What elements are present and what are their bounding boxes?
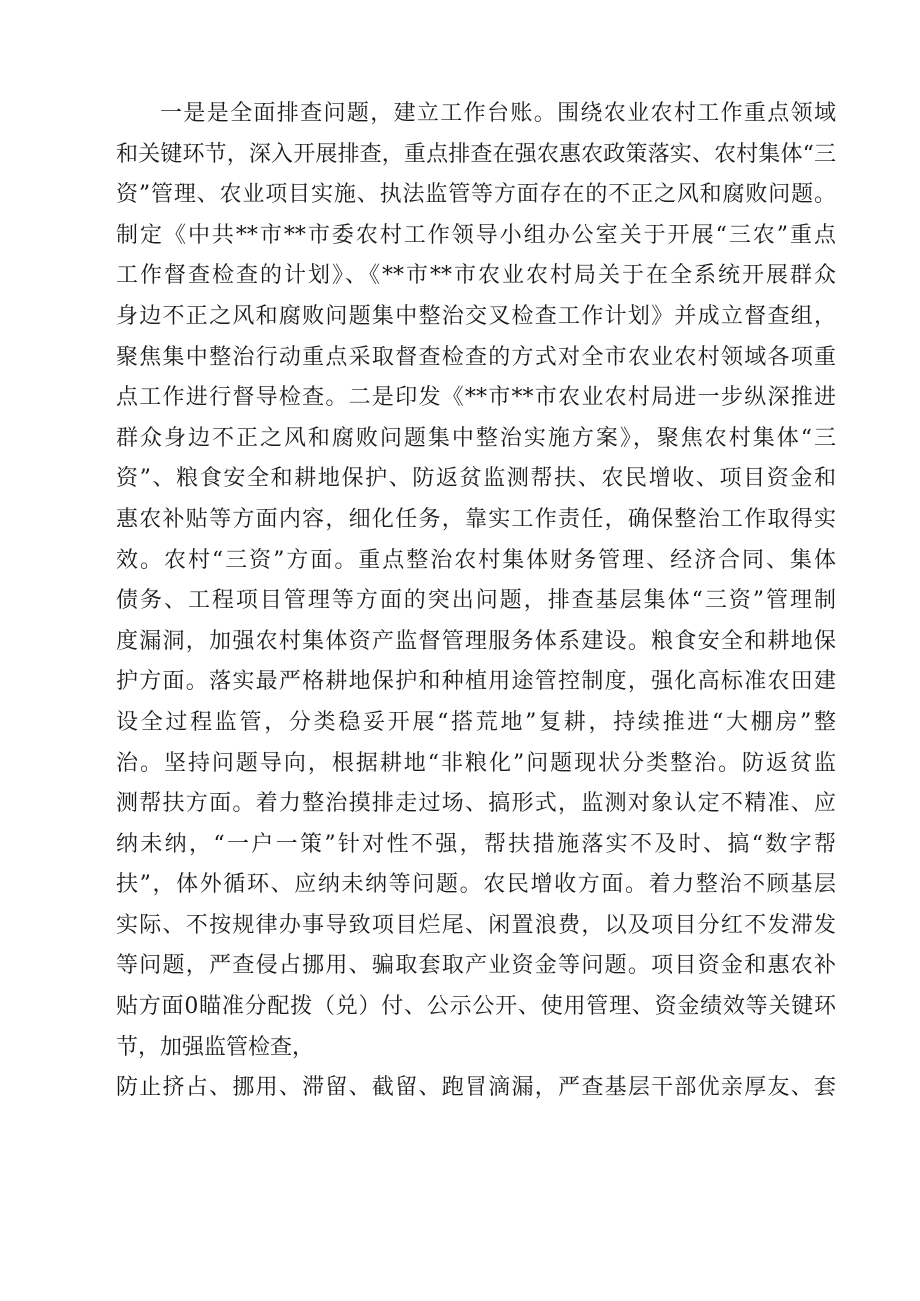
text-line-13: 债务、工程项目管理等方面的突出问题，排查基层集体“三资”管理制 [116,588,836,614]
body-text [116,94,836,1109]
text-line-9: 群众身边不正之风和腐败问题集中整治实施方案》，聚焦农村集体“三 [116,425,836,451]
text-line-15: 护方面。落实最严格耕地保护和种植用途管控制度，强化高标准农田建 [116,669,836,695]
text-line-14: 度漏洞，加强农村集体资产监督管理服务体系建设。粮食安全和耕地保 [116,628,836,654]
text-line-22: 等问题，严查侵占挪用、骗取套取产业资金等问题。项目资金和惠农补 [116,953,836,979]
text-line-17: 治。坚持问题导向，根据耕地“非粮化”问题现状分类整治。防返贫监 [116,750,836,776]
text-line-24: 节，加强监管检查， [116,1034,315,1060]
text-line-6: 身边不正之风和腐败问题集中整治交叉检查工作计划》并成立督查组， [116,303,836,329]
text-line-18: 测帮扶方面。着力整治摸排走过场、搞形式，监测对象认定不精准、应 [116,791,836,817]
text-line-11: 惠农补贴等方面内容，细化任务，靠实工作责任，确保整治工作取得实 [116,506,836,532]
text-line-12: 效。农村“三资”方面。重点整治农村集体财务管理、经济合同、集体 [116,547,836,573]
text-line-3: 资”管理、农业项目实施、执法监管等方面存在的不正之风和腐败问题。 [116,182,836,208]
text-line-10: 资”、粮食安全和耕地保护、防返贫监测帮扶、农民增收、项目资金和 [116,466,836,492]
text-line-1: 一是是全面排查问题，建立工作台账。围绕农业农村工作重点领域 [160,101,836,126]
text-line-4: 制定《中共**市**市委农村工作领导小组办公室关于开展“三农”重点 [116,222,836,248]
text-line-7: 聚焦集中整治行动重点采取督查检查的方式对全市农业农村领域各项重 [116,344,836,370]
text-line-5: 工作督查检查的计划》、《**市**市农业农村局关于在全系统开展群众 [116,263,836,289]
text-line-21: 实际、不按规律办事导致项目烂尾、闲置浪费，以及项目分红不发滞发 [116,912,836,938]
text-line-8: 点工作进行督导检查。二是印发《**市**市农业农村局进一步纵深推进 [116,385,836,411]
text-line-19: 纳未纳，“一户一策”针对性不强，帮扶措施落实不及时、搞“数字帮 [116,831,836,857]
text-line-25: 防止挤占、挪用、滞留、截留、跑冒滴漏，严查基层干部优亲厚友、套 [116,1075,836,1101]
text-line-16: 设全过程监管，分类稳妥开展“搭荒地”复耕，持续推进“大棚房”整 [116,709,836,735]
text-line-2: 和关键环节，深入开展排查，重点排查在强农惠农政策落实、农村集体“三 [116,141,836,167]
text-line-23: 贴方面0瞄准分配拨（兑）付、公示公开、使用管理、资金绩效等关键环 [116,994,836,1020]
text-line-20: 扶”，体外循环、应纳未纳等问题。农民增收方面。着力整治不顾基层 [116,872,836,898]
